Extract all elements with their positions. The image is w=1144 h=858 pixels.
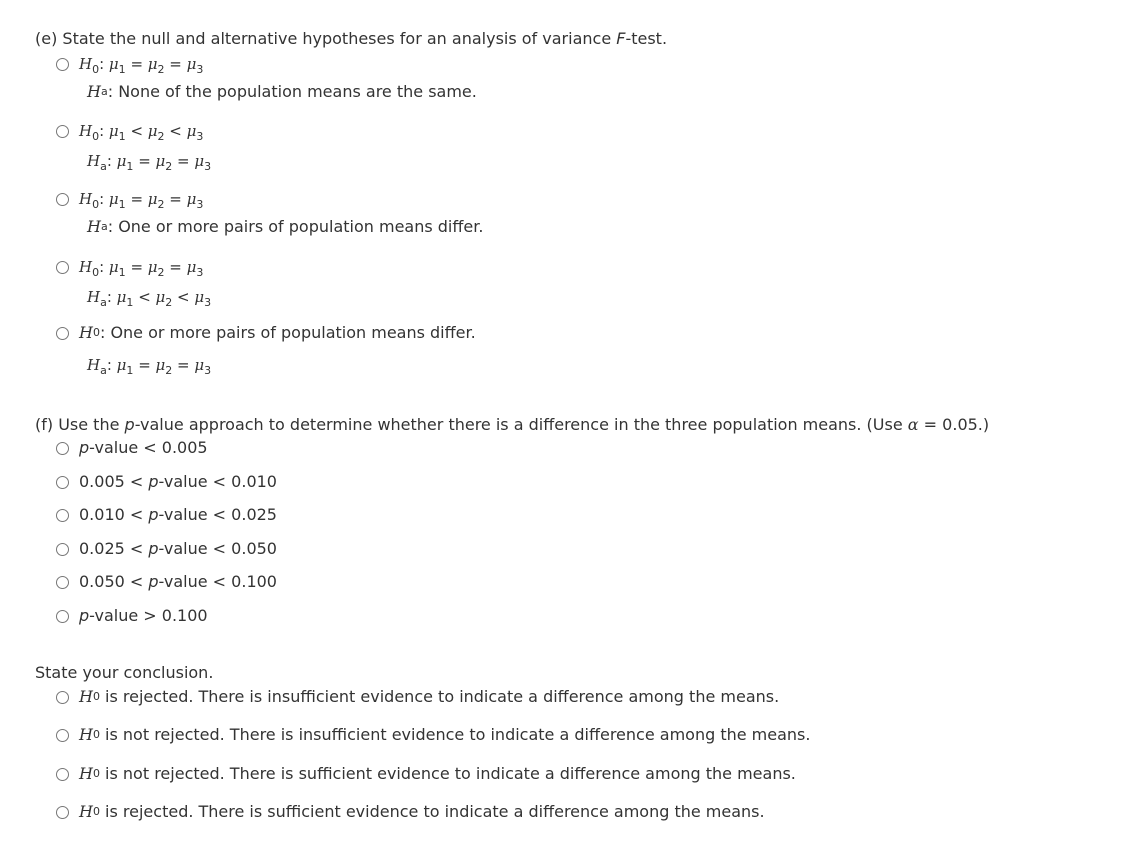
- part-e-option-2-ha: $H_a$: $\mu_1 = \mu_2 = \mu_3$: [87, 152, 212, 173]
- part-e-option-4[interactable]: [56, 257, 203, 277]
- radio-button[interactable]: [56, 729, 69, 742]
- part-e-option-3-ha: H a : One or more pairs of population means differ.: [87, 217, 484, 236]
- radio-button[interactable]: [56, 125, 69, 138]
- part-e-option-2[interactable]: [56, 121, 203, 141]
- part-f-option-1[interactable]: p-value < 0.005: [56, 438, 208, 458]
- conclusion-option-2[interactable]: H 0 is not rejected. There is insufficient evidence to indicate a difference among the means.: [56, 725, 810, 745]
- part-e-option-5-ha: $H_a$: $\mu_1 = \mu_2 = \mu_3$: [87, 356, 212, 377]
- conclusion-option-3[interactable]: H 0 is not rejected. There is sufficient evidence to indicate a difference among the means.: [56, 764, 796, 784]
- h0-expression: $H_0$: $\mu_1 = \mu_2 = \mu_3$: [79, 258, 204, 279]
- part-e-option-1[interactable]: [56, 54, 203, 74]
- part-f-option-4[interactable]: 0.025 < p-value < 0.050: [56, 539, 277, 559]
- radio-button[interactable]: [56, 261, 69, 274]
- radio-button[interactable]: [56, 576, 69, 589]
- part-e-title: (e) State the null and alternative hypotheses for an analysis of variance F-test.: [35, 29, 668, 48]
- part-e-option-3[interactable]: [56, 189, 203, 209]
- part-e-option-1-ha: H a : None of the population means are the same.: [87, 82, 477, 101]
- part-e-option-4-ha: $H_a$: $\mu_1 < \mu_2 < \mu_3$: [87, 288, 212, 309]
- radio-button[interactable]: [56, 327, 69, 340]
- h0-expression: $H_0$: $\mu_1 < \mu_2 < \mu_3$: [79, 122, 204, 143]
- radio-button[interactable]: [56, 543, 69, 556]
- radio-button[interactable]: [56, 509, 69, 522]
- conclusion-option-4[interactable]: H 0 is rejected. There is sufficient evidence to indicate a difference among the means.: [56, 802, 765, 822]
- part-f-option-6[interactable]: p-value > 0.100: [56, 606, 208, 626]
- conclusion-title: State your conclusion.: [35, 663, 214, 682]
- h0-expression: $H_0$: $\mu_1 = \mu_2 = \mu_3$: [79, 55, 204, 76]
- radio-button[interactable]: [56, 768, 69, 781]
- radio-button[interactable]: [56, 193, 69, 206]
- part-f-title: (f) Use the p-value approach to determine whether there is a difference in the three population means. (Use α = 0.05.): [35, 415, 990, 434]
- conclusion-option-1[interactable]: H 0 is rejected. There is insufficient evidence to indicate a difference among the means.: [56, 687, 779, 707]
- h0-expression: $H_0$: $\mu_1 = \mu_2 = \mu_3$: [79, 190, 204, 211]
- part-f-option-2[interactable]: 0.005 < p-value < 0.010: [56, 472, 277, 492]
- radio-button[interactable]: [56, 691, 69, 704]
- radio-button[interactable]: [56, 442, 69, 455]
- radio-button[interactable]: [56, 806, 69, 819]
- part-f-option-5[interactable]: 0.050 < p-value < 0.100: [56, 572, 277, 592]
- radio-button[interactable]: [56, 476, 69, 489]
- part-e-option-5[interactable]: H 0 : One or more pairs of population means differ.: [56, 323, 476, 343]
- radio-button[interactable]: [56, 610, 69, 623]
- part-f-option-3[interactable]: 0.010 < p-value < 0.025: [56, 505, 277, 525]
- radio-button[interactable]: [56, 58, 69, 71]
